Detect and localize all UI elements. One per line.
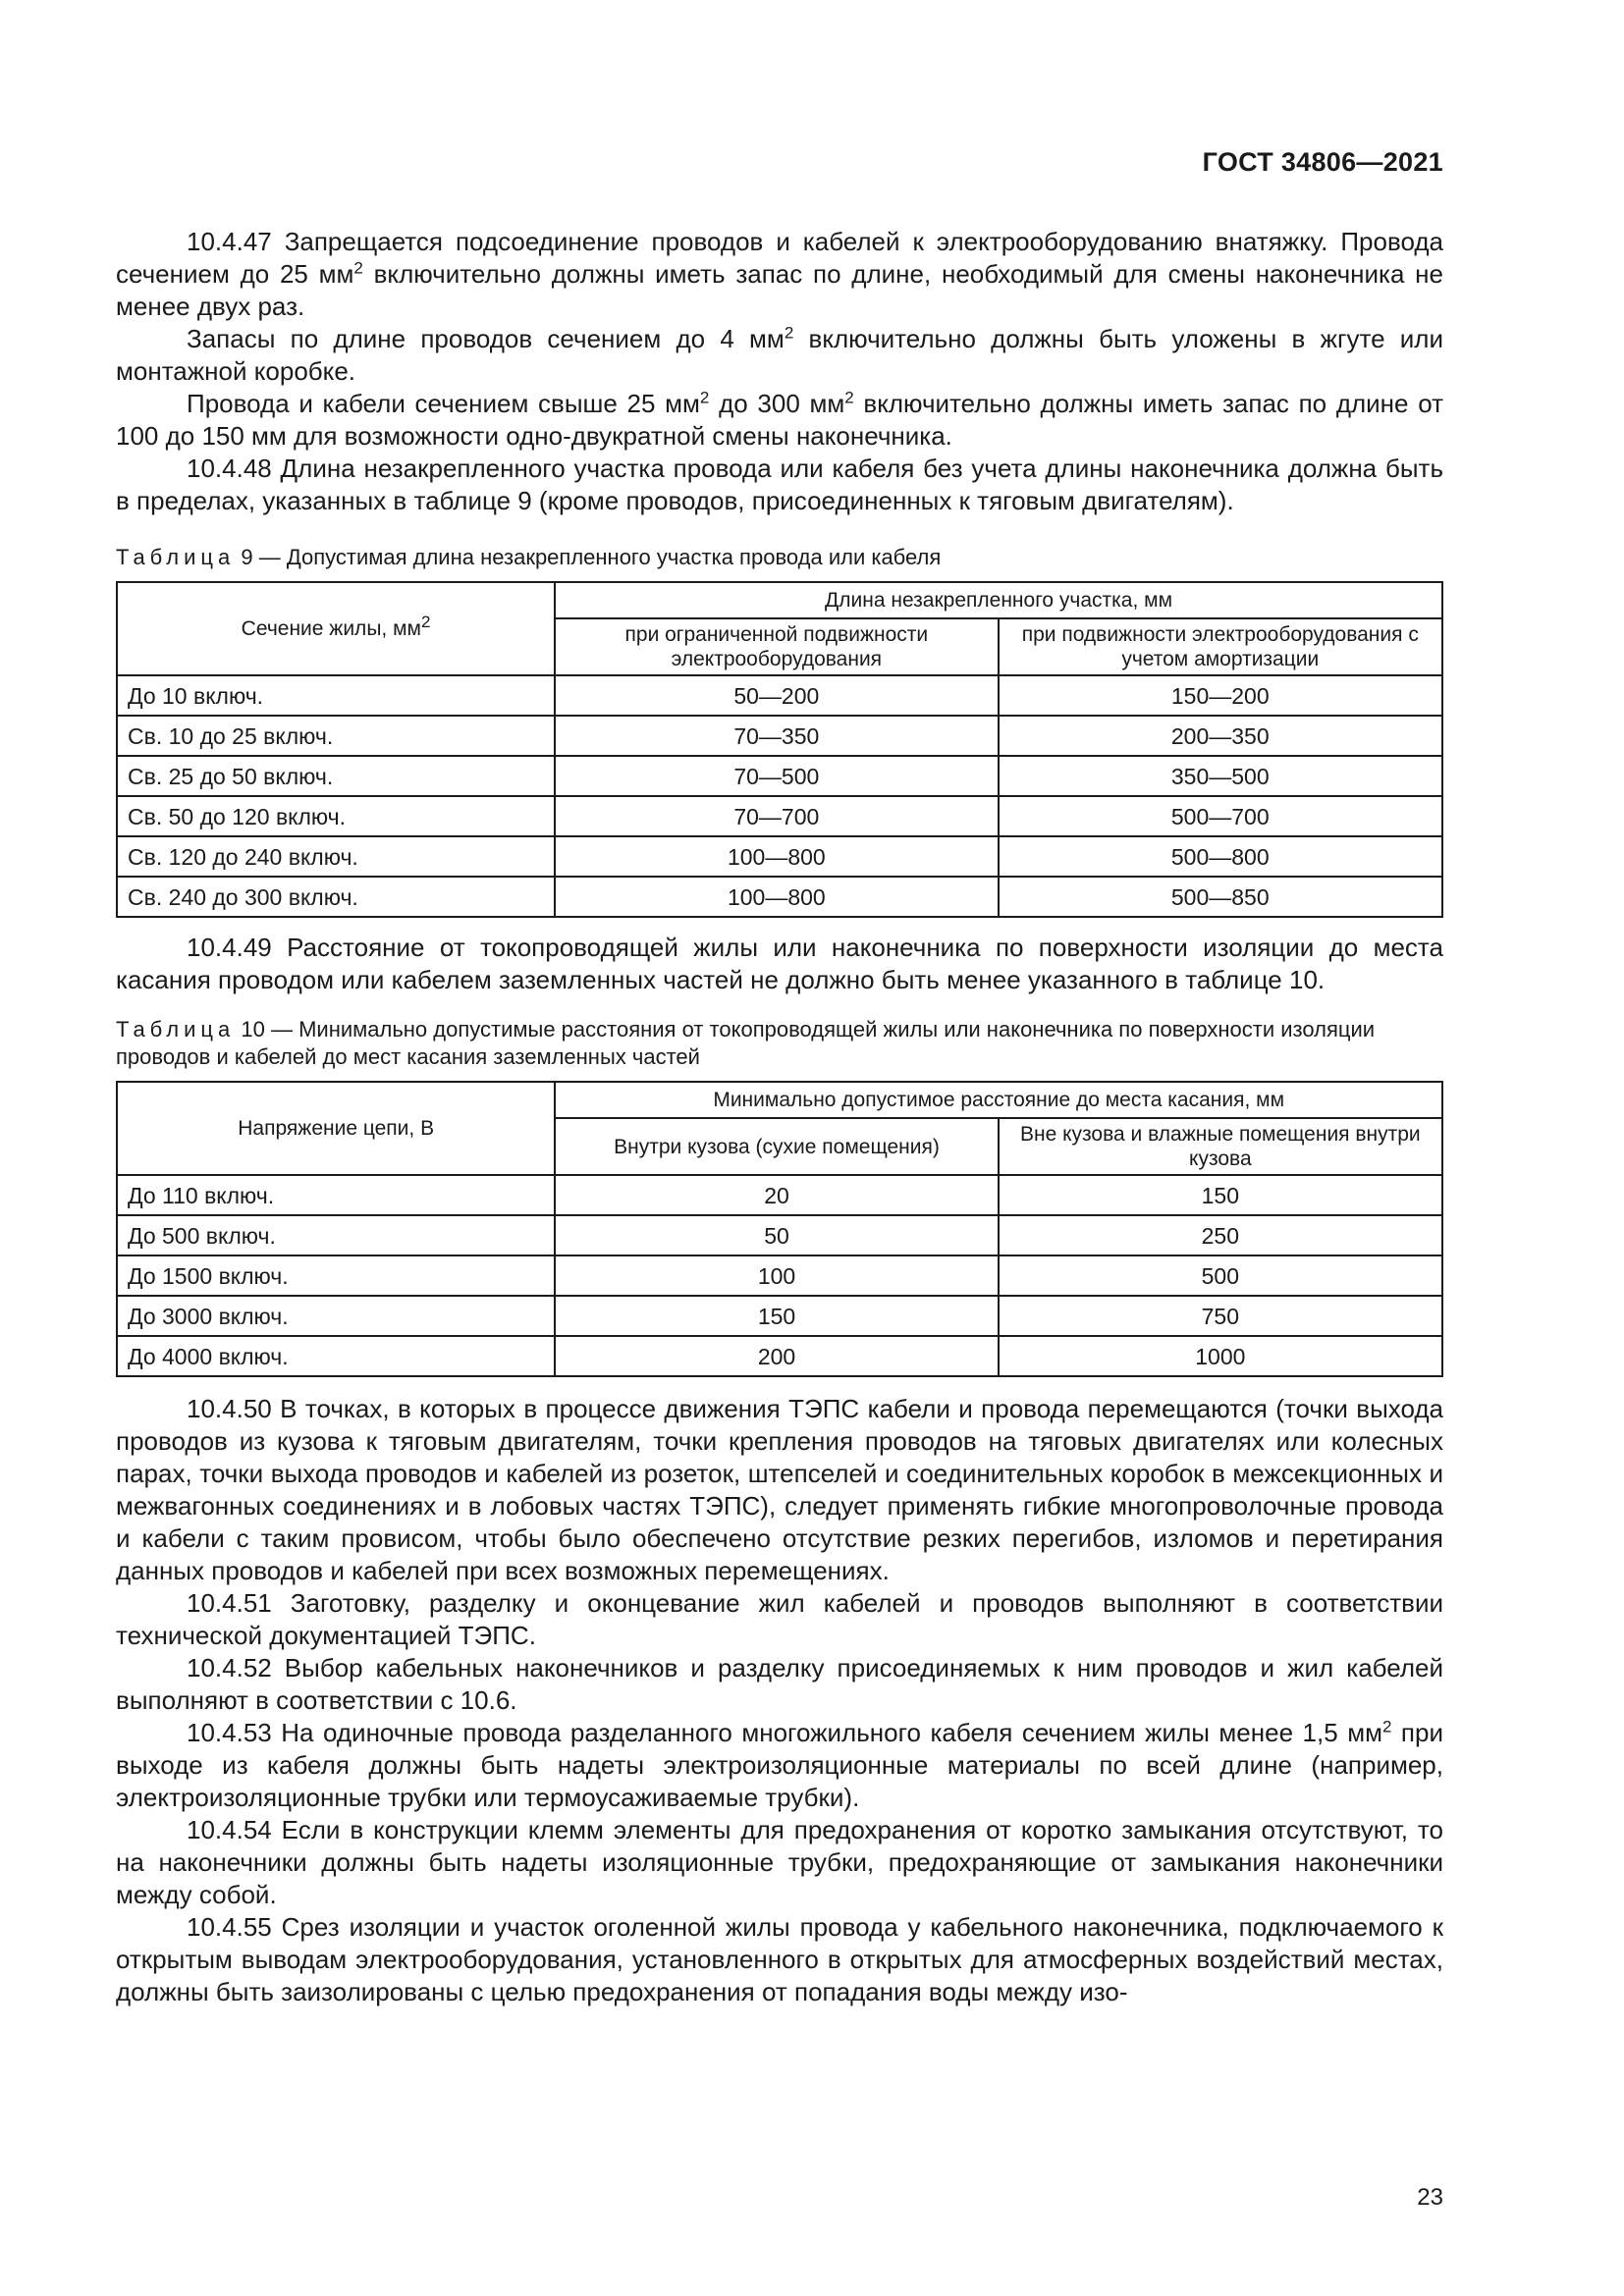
table-10-caption: Таблица 10 — Минимально допустимые расстояния от токопроводящей жилы или наконечника по поверхности изоляции проводов и кабелей до мест касания заземленных частей — [116, 1017, 1376, 1069]
table-10 — [116, 1081, 1443, 1377]
table-row: Св. 120 до 240 включ. 100—800 500—800 — [117, 836, 1442, 877]
paragraph-10-4-47: 10.4.47 Запрещается подсоединение проводов и кабелей к электрооборудованию внатяжку. Провода сечением до 25 $мм^2$ включительно должны иметь запас по длине, необходимый для смены наконечника не менее двух раз. — [116, 227, 1443, 321]
table-row: До 500 включ. 50 250 — [117, 1215, 1442, 1255]
table-9-sub-header-limited: при ограниченной подвижности электрооборудования — [555, 618, 998, 675]
table-9-group-header: Длина незакрепленного участка, мм — [555, 582, 1442, 618]
table-9-caption: Таблица 9 — Допустимая длина незакрепленного участка провода или кабеля — [116, 545, 942, 569]
table-10-sub-header-outside: Вне кузова и влажные помещения внутри кузова — [999, 1118, 1442, 1175]
table-10-col-voltage-header: Напряжение цепи, В — [117, 1082, 555, 1175]
table-row: Св. 50 до 120 включ. 70—700 500—700 — [117, 796, 1442, 836]
table-row: Св. 25 до 50 включ. 70—500 350—500 — [117, 756, 1442, 796]
table-row: Св. 10 до 25 включ. 70—350 200—350 — [117, 716, 1442, 756]
paragraph-10-4-50: 10.4.50 В точках, в которых в процессе движения ТЭПС кабели и провода перемещаются (точки выхода проводов из кузова к тяговым двигателям, точки крепления проводов на тяговых двигателях или колесных парах, точки выхода проводов и кабелей из розеток, штепселей и соединительных коробок в межсекционных и межвагонных соединениях и в лобовых частях ТЭПС), следует применять гибкие многопроволочные провода и кабели с таким провисом, чтобы было обеспечено отсутствие резких перегибов, изломов и перетирания данных проводов и кабелей при всех возможных перемещениях. — [116, 1394, 1443, 1585]
table-9-col-section-header: Сечение жилы, $мм^2$ — [117, 582, 555, 675]
document-code-header: ГОСТ 34806—2021 — [1202, 147, 1443, 177]
paragraph-10-4-54: 10.4.54 Если в конструкции клемм элементы для предохранения от коротко замыкания отсутствуют, то на наконечники должны быть надеты изоляционные трубки, предохраняющие от замыкания наконечники между собой. — [116, 1815, 1443, 1909]
table-row: До 4000 включ. 200 1000 — [117, 1336, 1442, 1376]
paragraph-10-4-52: 10.4.52 Выбор кабельных наконечников и разделку присоединяемых к ним проводов и жил кабелей выполняют в соответствии с 10.6. — [116, 1653, 1443, 1715]
table-row: До 10 включ. 50—200 150—200 — [117, 675, 1442, 716]
table-9-sub-header-mobile: при подвижности электрооборудования с учетом амортизации — [999, 618, 1442, 675]
table-row: Св. 240 до 300 включ. 100—800 500—850 — [117, 877, 1442, 917]
paragraph-10-4-49: 10.4.49 Расстояние от токопроводящей жилы или наконечника по поверхности изоляции до места касания проводом или кабелем заземленных частей не должно быть менее указанного в таблице 10. — [116, 933, 1443, 994]
table-row: До 110 включ. 20 150 — [117, 1175, 1442, 1215]
paragraph-10-4-55: 10.4.55 Срез изоляции и участок оголенной жилы провода у кабельного наконечника, подключаемого к открытым выводам электрооборудования, установленного в открытых для атмосферных воздействий местах, должны быть заизолированы с целью предохранения от попадания воды между изо- — [116, 1912, 1443, 2006]
page-number: 23 — [1417, 2184, 1443, 2211]
paragraph-10-4-48: 10.4.48 Длина незакрепленного участка провода или кабеля без учета длины наконечника должна быть в пределах, указанных в таблице 9 (кроме проводов, присоединенных к тяговым двигателям). — [116, 454, 1443, 515]
bottom-section — [116, 1393, 1443, 2008]
paragraph-10-4-47-reserve-300mm: Провода и кабели сечением свыше 25 $мм^2$ до 300 $мм^2$ включительно должны иметь запас по длине от 100 до 150 мм для возможности одно-двукратной смены наконечника. — [116, 388, 1443, 451]
table-10-group-header: Минимально допустимое расстояние до места касания, мм — [555, 1082, 1442, 1118]
top-section — [116, 226, 1443, 2008]
paragraph-10-4-51: 10.4.51 Заготовку, разделку и оконцевание жил кабелей и проводов выполняют в соответствии технической документацией ТЭПС. — [116, 1588, 1443, 1650]
table-row: До 3000 включ. 150 750 — [117, 1296, 1442, 1336]
table-10-sub-header-inside: Внутри кузова (сухие помещения) — [555, 1118, 998, 1175]
paragraph-10-4-53: 10.4.53 На одиночные провода разделанного многожильного кабеля сечением жилы менее 1,5 $мм^2$ при выходе из кабеля должны быть надеты электроизоляционные материалы по всей длине (например, электроизоляционные трубки или термоусаживаемые трубки). — [116, 1717, 1443, 1812]
table-9 — [116, 581, 1443, 918]
paragraph-10-4-47-reserve-4mm: Запасы по длине проводов сечением до 4 $мм^2$ включительно должны быть уложены в жгуте или монтажной коробке. — [116, 323, 1443, 386]
table-row: До 1500 включ. 100 500 — [117, 1255, 1442, 1296]
